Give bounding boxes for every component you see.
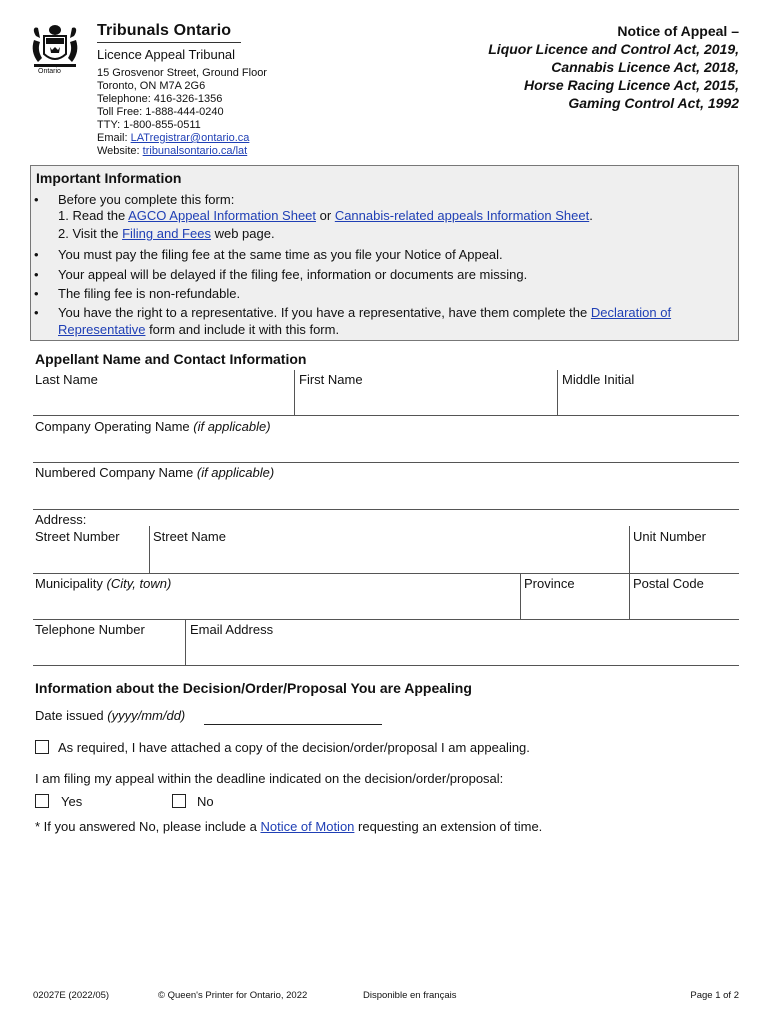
extension-note (35, 819, 542, 834)
email-line (97, 132, 267, 145)
toll-free-line: Toll Free: 1-888-444-0240 (97, 106, 224, 118)
unit-number-field[interactable] (630, 528, 738, 572)
delayed-text: Your appeal will be delayed if the filing fee, information or documents are missing. (58, 267, 528, 282)
agco-info-sheet-link[interactable]: AGCO Appeal Information Sheet (128, 208, 317, 223)
row-divider (33, 509, 739, 510)
declaration-link-part1[interactable]: Declaration of (590, 305, 672, 320)
important-information-title: Important Information (36, 170, 182, 186)
yes-label: Yes (61, 794, 83, 809)
address-line-1: 15 Grosvenor Street, Ground Floor (97, 67, 267, 79)
province-field[interactable] (521, 575, 627, 619)
date-issued-field[interactable] (204, 708, 382, 725)
street-number-label: Street Number (35, 529, 120, 544)
logo-caption: Ontario (38, 68, 61, 75)
date-issued-label (35, 708, 185, 723)
telephone-label: Telephone Number (35, 622, 145, 637)
filing-fee-text: You must pay the filing fee at the same time as you file your Notice of Appeal. (58, 247, 503, 262)
filing-and-fees-link[interactable]: Filing and Fees (122, 226, 211, 241)
step-1-mid: or (316, 208, 335, 223)
divider (520, 573, 521, 620)
company-operating-field[interactable] (33, 418, 738, 461)
bullet-icon: • (34, 267, 39, 282)
act-cannabis: Cannabis Licence Act, 2018, (551, 59, 739, 75)
step-2-end: web page. (210, 226, 275, 241)
first-name-field[interactable] (295, 372, 556, 414)
divider (294, 370, 295, 415)
org-title-rule (97, 42, 241, 43)
non-refundable-text: The filing fee is non-refundable. (58, 286, 241, 301)
attached-copy-label: As required, I have attached a copy of the decision/order/proposal I am appealing. (58, 740, 530, 755)
website-label: Website: (97, 145, 143, 157)
website-link[interactable]: tribunalsontario.ca/lat (142, 145, 248, 157)
street-name-label: Street Name (153, 529, 226, 544)
unit-number-label: Unit Number (633, 529, 706, 544)
telephone-line: Telephone: 416-326-1356 (97, 93, 223, 105)
yes-checkbox[interactable] (35, 794, 49, 808)
decision-section-title: Information about the Decision/Order/Proposal You are Appealing (35, 680, 472, 696)
divider (629, 573, 630, 620)
row-divider (33, 415, 739, 416)
website-line (97, 145, 267, 158)
page-number: Page 1 of 2 (690, 990, 739, 1001)
cannabis-info-sheet-link[interactable]: Cannabis-related appeals Information Sheet (334, 208, 590, 223)
tty-line: TTY: 1-800-855-0511 (97, 119, 201, 131)
company-operating-text: Company Operating Name (35, 419, 194, 434)
divider (557, 370, 558, 415)
postal-code-label: Postal Code (633, 576, 704, 591)
step-1-end: . (589, 208, 593, 223)
last-name-field[interactable] (33, 372, 293, 414)
date-issued-text: Date issued (35, 708, 108, 723)
form-code: 02027E (2022/05) (33, 990, 110, 1001)
org-subtitle: Licence Appeal Tribunal (97, 47, 236, 62)
middle-initial-label: Middle Initial (562, 372, 635, 387)
address-label: Address: (35, 512, 87, 527)
step-1-prefix: 1. Read the (58, 208, 129, 223)
last-name-label: Last Name (35, 372, 98, 387)
representative-end: form and include it with this form. (145, 322, 340, 337)
declaration-link-part2[interactable]: Representative (58, 322, 146, 337)
if-applicable-note: (if applicable) (193, 419, 271, 434)
email-label: Email: (97, 132, 131, 144)
no-label: No (197, 794, 214, 809)
divider (185, 619, 186, 666)
bullet-icon: • (34, 192, 39, 207)
act-liquor: Liquor Licence and Control Act, 2019, (488, 41, 739, 57)
city-town-note: (City, town) (106, 576, 172, 591)
bullet-icon: • (34, 305, 39, 320)
representative-text (58, 303, 671, 322)
bullet-icon: • (34, 247, 39, 262)
step-2-prefix: 2. Visit the (58, 226, 123, 241)
divider (629, 526, 630, 573)
notice-of-motion-link[interactable]: Notice of Motion (260, 819, 355, 834)
numbered-company-text: Numbered Company Name (35, 465, 197, 480)
no-checkbox[interactable] (172, 794, 186, 808)
first-name-label: First Name (299, 372, 363, 387)
row-divider (33, 462, 739, 463)
contact-address-block (97, 67, 267, 158)
attached-copy-checkbox[interactable] (35, 740, 49, 754)
bullet-icon: • (34, 286, 39, 301)
representative-text-main: You have the right to a representative. If you have a representative, have them complete the (58, 305, 591, 320)
telephone-field[interactable] (33, 621, 183, 665)
act-horse-racing: Horse Racing Licence Act, 2015, (523, 77, 739, 93)
street-name-field[interactable] (150, 528, 627, 572)
step-1 (58, 208, 593, 223)
notice-title: Notice of Appeal – (617, 23, 739, 39)
province-label: Province (524, 576, 575, 591)
appellant-section-title: Appellant Name and Contact Information (35, 351, 307, 367)
row-divider (33, 665, 739, 666)
row-divider (33, 573, 739, 574)
copyright: © Queen's Printer for Ontario, 2022 (158, 990, 308, 1001)
if-applicable-note: (if applicable) (196, 465, 275, 480)
postal-code-field[interactable] (630, 575, 738, 619)
divider (149, 526, 150, 573)
middle-initial-field[interactable] (558, 372, 738, 414)
step-2 (58, 226, 275, 241)
email-address-field[interactable] (187, 621, 738, 665)
email-address-label: Email Address (190, 622, 274, 637)
municipality-field[interactable] (33, 575, 518, 619)
date-format-note: (yyyy/mm/dd) (107, 708, 186, 723)
address-line-2: Toronto, ON M7A 2G6 (97, 80, 206, 92)
form-title-block (488, 22, 739, 112)
act-gaming: Gaming Control Act, 1992 (568, 95, 739, 111)
extension-note-end: requesting an extension of time. (354, 819, 543, 834)
deadline-question: I am filing my appeal within the deadline indicated on the decision/order/proposal: (35, 771, 504, 786)
municipality-text: Municipality (35, 576, 107, 591)
numbered-company-field[interactable] (33, 465, 738, 508)
row-divider (33, 619, 739, 620)
representative-continued (58, 322, 339, 337)
french-available: Disponible en français (363, 990, 457, 1001)
org-title: Tribunals Ontario (97, 22, 232, 39)
email-link[interactable]: LATregistrar@ontario.ca (130, 132, 250, 144)
street-number-field[interactable] (33, 528, 147, 572)
extension-note-prefix: * If you answered No, please include a (35, 819, 261, 834)
before-complete-text: Before you complete this form: (58, 192, 235, 207)
